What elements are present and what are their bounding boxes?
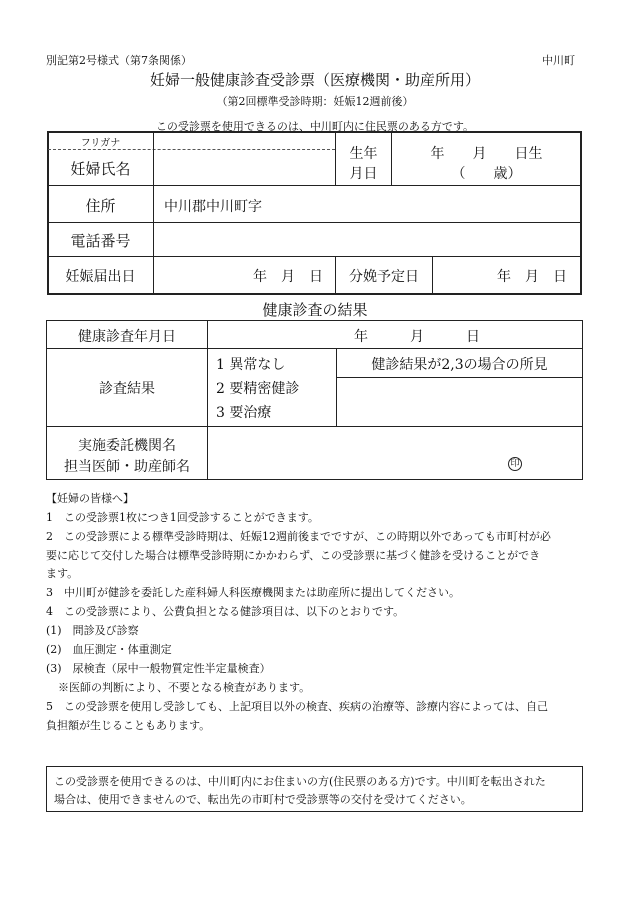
note-line: (1) 問診及び診察 [46,624,139,637]
name-field[interactable] [154,150,334,184]
institution-label: 実施委託機関名 [78,438,176,454]
pregnancy-report-date[interactable]: 年 月 日 [253,269,323,285]
page-subtitle: （第2回標準受診時期：妊娠12週前後） [216,95,414,108]
name-label: 妊婦氏名 [70,160,131,178]
pregnancy-report-label: 妊娠届出日 [65,269,136,285]
note-line: 要に応じて交付した場合は標準受診時期にかかわらず、この受診票に基づく健診を受けることができ [46,549,541,562]
note-line: 2 この受診票による標準受診時期は、妊娠12週前後までですが、この時期以外であっても市町村が必 [46,530,551,543]
birth-label-1: 生年 [349,146,378,162]
page-title: 妊婦一般健康診査受診票（医療機関・助産所用） [149,71,480,89]
note-line: 5 この受診票を使用し受診しても、上記項目以外の検査、疾病の治療等、診療内容によっては、自己 [46,700,548,713]
note-line: 負担額が生じることもあります。 [46,719,211,732]
findings-label: 健診結果が2,3の場合の所見 [371,357,548,373]
note-line: (3) 尿検査（尿中一般物質定性半定量検査） [46,662,271,675]
form-number: 別記第2号様式（第7条関係） [46,54,192,67]
note-line: ます。 [46,567,79,580]
address-field[interactable]: 中川郡中川町字 [164,199,262,215]
address-label: 住所 [85,197,116,215]
note-line: (2) 血圧測定・体重測定 [46,643,172,656]
result-option-normal[interactable]: 1 異常なし [216,357,286,373]
furigana-field[interactable] [154,133,334,148]
footer-notice-box [46,766,583,812]
town-name: 中川町 [542,54,575,67]
phone-label: 電話番号 [70,232,131,250]
due-date-label: 分娩予定日 [349,269,419,285]
birth-date-value[interactable]: 年 月 日生 [430,146,543,162]
footer-notice-line2: 場合は、使用できませんので、転出先の市町村で受診票等の交付を受けてください。 [54,793,472,806]
result-option-detailed-exam[interactable]: 2 要精密健診 [216,381,300,397]
note-line: 4 この受診票により、公費負担となる健診項目は、以下のとおりです。 [46,605,405,618]
findings-field[interactable] [337,378,582,425]
note-line: 3 中川町が健診を委託した産科婦人科医療機関または助産所に提出してください。 [46,586,460,599]
furigana-label: フリガナ [80,138,121,149]
result-label: 診査結果 [99,381,155,397]
seal-mark: 印 [508,457,522,471]
notes-heading: 【妊婦の皆様へ】 [46,492,134,505]
phone-field[interactable] [154,223,581,255]
note-line: 1 この受診票1枚につき1回受診することができます。 [46,511,319,524]
footer-notice-line1: この受診票を使用できるのは、中川町内にお住まいの方(住民票のある方)です。中川町を転出された [54,775,546,788]
results-title: 健康診査の結果 [262,301,368,319]
exam-date-label: 健康診査年月日 [78,329,176,345]
exam-date-value[interactable]: 年 月 日 [354,329,480,345]
birth-label-2: 月日 [349,166,378,182]
due-date-value[interactable]: 年 月 日 [497,269,567,285]
age-value[interactable]: （ 歳） [451,166,522,182]
doctor-label: 担当医師・助産師名 [64,459,190,475]
usage-note: この受診票を使用できるのは、中川町内に住民票のある方です。 [155,120,475,133]
result-option-treatment[interactable]: 3 要治療 [216,405,272,421]
note-line: ※医師の判断により、不要となる検査があります。 [58,681,311,694]
institution-doctor-field[interactable] [208,427,582,479]
